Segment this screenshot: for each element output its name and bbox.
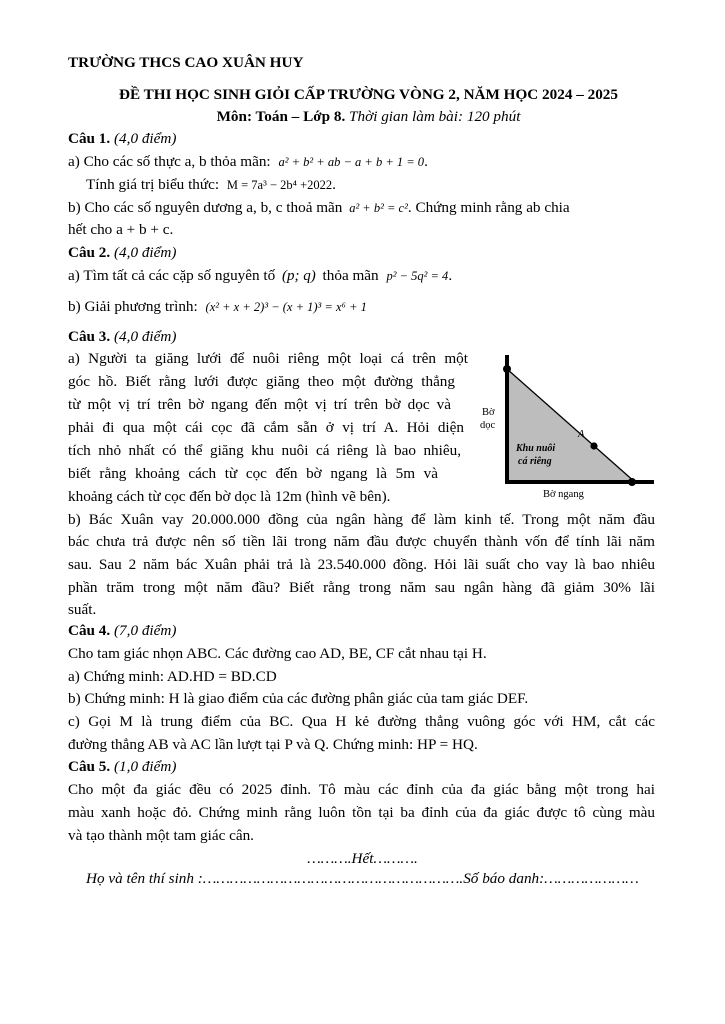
- lake-corner-figure: [470, 335, 660, 505]
- q3-b-line-3: sau. Sau 2 năm bác Xuân phải trả là 23.540.000 đồng. Hỏi lãi suất cho vay là bao nhiêu: [68, 556, 655, 573]
- q1-a-line2: Tính giá trị biểu thức: M = 7a³ − 2b⁴ +2022.: [86, 176, 336, 193]
- subject: Môn: Toán – Lớp 8.: [216, 108, 346, 125]
- q1-b-text-end: . Chứng minh rằng ab chia: [407, 199, 570, 216]
- q3-a-line-7: khoảng cách từ cọc đến bờ dọc là 12m (hình vẽ bên).: [68, 488, 391, 505]
- end-marker: ……….Hết……….: [307, 850, 418, 867]
- q2-b-line: [68, 297, 367, 317]
- q1-a-text2: Tính giá trị biểu thức:: [86, 176, 220, 193]
- q2-heading: [68, 243, 176, 263]
- q5-line-3: và tạo thành một tam giác cân.: [68, 827, 254, 844]
- q4-a: a) Chứng minh: AD.HD = BD.CD: [68, 668, 277, 685]
- region-label-2: cá riêng: [518, 456, 552, 467]
- q3-title: Câu 3.: [68, 328, 111, 345]
- horizontal-bank-label: Bờ ngang: [543, 489, 584, 500]
- q3-a-line-2: góc hồ. Biết rằng lưới được giăng theo một đường thẳng: [68, 373, 455, 390]
- q2-a-pair: (p; q): [282, 268, 316, 284]
- q2-a-text: a) Tìm tất cả các cặp số nguyên tố: [68, 267, 276, 284]
- q5-heading: [68, 757, 176, 777]
- q3-a-line-3: từ một vị trí trên bờ ngang đến một vị trí trên bờ dọc và: [68, 396, 451, 413]
- time-allowed: Thời gian làm bài: 120 phút: [349, 108, 521, 125]
- q1-a-equation: a² + b² + ab − a + b + 1 = 0: [278, 155, 425, 169]
- q1-b-equation: a² + b² = c²: [349, 201, 408, 215]
- net-end-vertical: [503, 365, 511, 373]
- q3-a-line-1: a) Người ta giăng lưới để nuôi riêng một loại cá trên một: [68, 350, 468, 367]
- q4-intro: Cho tam giác nhọn ABC. Các đường cao AD, BE, CF cắt nhau tại H.: [68, 645, 487, 662]
- q2-b-text: b) Giải phương trình:: [68, 298, 198, 315]
- subject-line: [0, 107, 725, 127]
- q2-points: (4,0 điểm): [114, 244, 177, 261]
- net-end-horizontal: [628, 478, 636, 486]
- q3-b-line-1: b) Bác Xuân vay 20.000.000 đồng của ngân hàng để làm kinh tế. Trong một năm đầu: [68, 511, 655, 528]
- q5-line-1: Cho một đa giác đều có 2025 đỉnh. Tô màu các đỉnh của đa giác bằng một trong hai: [68, 781, 655, 798]
- q3-b-line-4: phần trăm trong một năm đầu? Biết rằng trong năm sau ngân hàng đã giảm 30% lãi: [68, 579, 655, 596]
- q4-title: Câu 4.: [68, 622, 111, 639]
- vertical-bank-label-1: Bờ: [482, 407, 495, 418]
- q3-a-line-4: phải đi qua một cái cọc đã cắm sẵn ở vị trí A. Hỏi diện: [68, 419, 464, 436]
- q2-b-equation: (x² + x + 2)³ − (x + 1)³ = x⁶ + 1: [205, 300, 367, 314]
- q3-b-line-5: suất.: [68, 601, 97, 618]
- q3-a-line-6: biết rằng khoảng cách từ cọc đến bờ ngang là 5m và: [68, 465, 438, 482]
- exam-title: ĐỀ THI HỌC SINH GIỎI CẤP TRƯỜNG VÒNG 2, NĂM HỌC 2024 – 2025: [119, 86, 618, 103]
- q3-a-line-5: tích nhỏ nhất có thể giăng khu nuôi cá riêng là bao nhiêu,: [68, 442, 461, 459]
- q4-heading: [68, 621, 176, 641]
- q1-heading: [68, 129, 176, 149]
- stake-point-a: [590, 442, 597, 449]
- q4-b: b) Chứng minh: H là giao điểm của các đường phân giác của tam giác DEF.: [68, 690, 529, 707]
- q1-b-line1: [68, 198, 570, 218]
- q2-title: Câu 2.: [68, 244, 111, 261]
- q1-title: Câu 1.: [68, 130, 111, 147]
- q1-a-line: a) Cho các số thực a, b thỏa mãn: a² + b² + ab − a + b + 1 = 0.: [68, 153, 428, 170]
- q5-title: Câu 5.: [68, 758, 111, 775]
- student-info-line: Họ và tên thí sinh :………………………………………………….Số báo danh:…………………: [86, 870, 639, 887]
- q3-points: (4,0 điểm): [114, 328, 177, 345]
- region-label-1: Khu nuôi: [516, 443, 556, 454]
- q3-heading: [68, 327, 176, 347]
- q5-points: (1,0 điểm): [114, 758, 177, 775]
- q1-points: (4,0 điểm): [114, 130, 177, 147]
- q1-a-text: a) Cho các số thực a, b thỏa mãn:: [68, 153, 271, 170]
- q1-b-text: b) Cho các số nguyên dương a, b, c thoả mãn: [68, 199, 343, 216]
- q2-a-line: a) Tìm tất cả các cặp số nguyên tố (p; q) thỏa mãn p² − 5q² = 4.: [68, 267, 453, 284]
- q4-c-line-1: c) Gọi M là trung điểm của BC. Qua H kẻ đường thẳng vuông góc với HM, cắt các: [68, 713, 655, 730]
- q5-line-2: màu xanh hoặc đỏ. Chứng minh rằng luôn tồn tại ba đỉnh của đa giác được tô cùng màu: [68, 804, 655, 821]
- q4-c-line-2: đường thẳng AB và AC lần lượt tại P và Q. Chứng minh: HP = HQ.: [68, 736, 478, 753]
- q2-a-equation: p² − 5q² = 4: [386, 269, 449, 283]
- q4-points: (7,0 điểm): [114, 622, 177, 639]
- q2-a-text2: thỏa mãn: [322, 267, 379, 284]
- q1-a-expression: M = 7a³ − 2b⁴ +2022: [226, 178, 333, 192]
- q3-b-line-2: bác chưa trả được nên số tiền lãi trong năm đầu được chuyển thành vốn để tính lãi năm: [68, 533, 655, 550]
- school-name: TRƯỜNG THCS CAO XUÂN HUY: [68, 54, 304, 71]
- vertical-bank-label-2: dọc: [480, 420, 496, 431]
- point-a-label: A: [578, 429, 585, 440]
- q1-b-line2: hết cho a + b + c.: [68, 221, 174, 238]
